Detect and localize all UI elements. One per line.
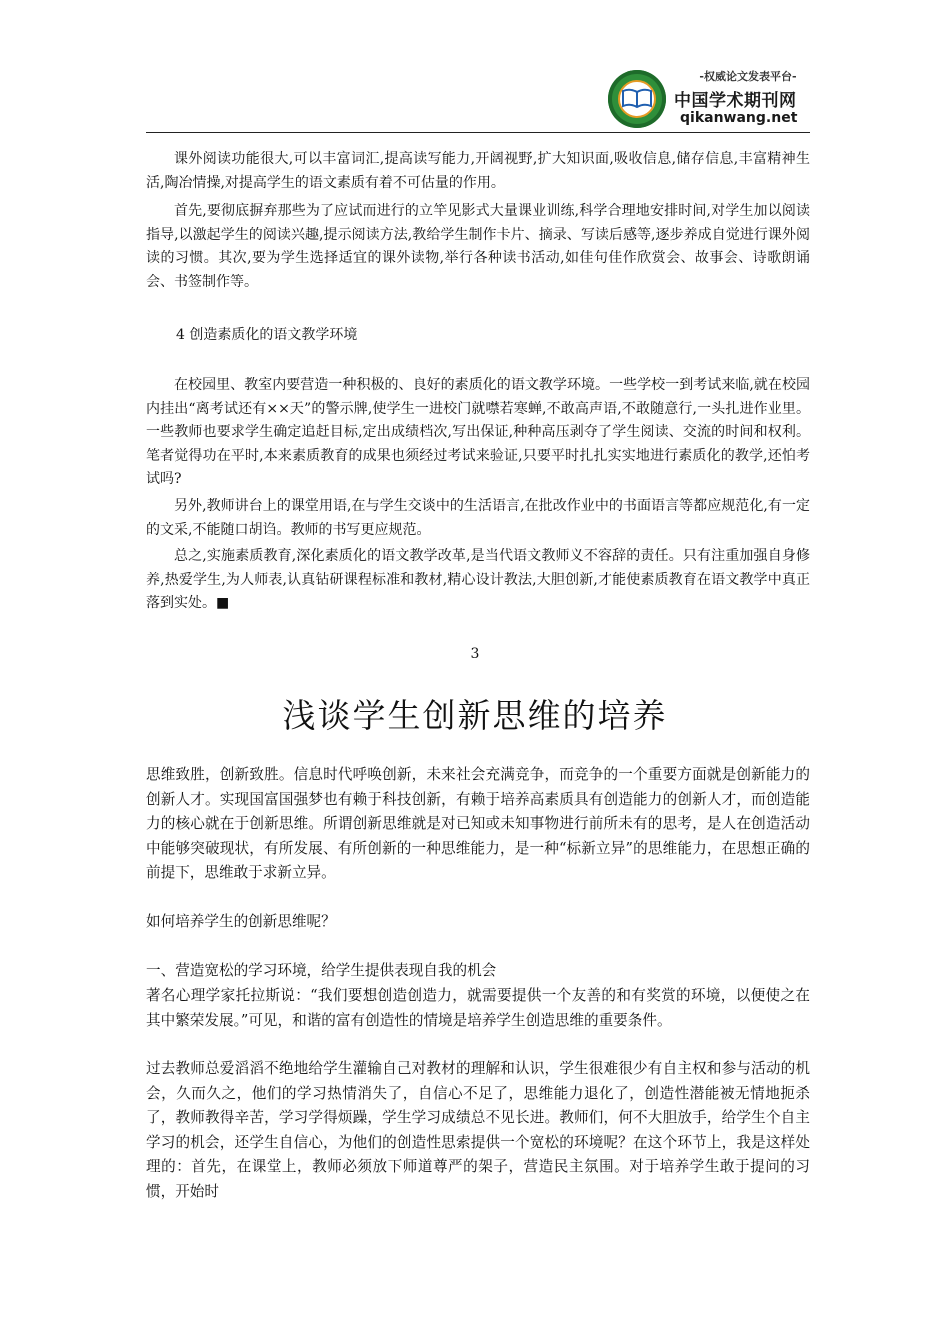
paragraph: 首先,要彻底摒弃那些为了应试而进行的立竿见影式大量课业训练,科学合理地安排时间,对学生加以阅读指导,以激起学生的阅读兴趣,提示阅读方法,教给学生制作卡片、摘录、写读后感等,逐步养成自觉进行课外阅读的习惯。其次,要为学生选择适宜的课外读物,举行各种读书活动,如佳句佳作欣赏会、故事会、诗歌朗诵会、书签制作等。 xyxy=(146,203,810,290)
paragraph: 总之,实施素质教育,深化素质化的语文教学改革,是当代语文教师义不容辞的责任。只有注重加强自身修养,热爱学生,为人师表,认真钻研课程标准和教材,精心设计教法,大胆创新,才能使素质教育在语文教学中真正落到实处。■ xyxy=(146,548,810,612)
page-number: 3 xyxy=(470,646,480,662)
journal-logo xyxy=(608,66,818,132)
logo-url: qikanwang.net xyxy=(680,110,798,126)
paragraph: 著名心理学家托拉斯说：“我们要想创造创造力，就需要提供一个友善的和有奖赏的环境，以便使之在其中繁荣发展。”可见，和谐的富有创造性的情境是培养学生创造思维的重要条件。 xyxy=(146,987,810,1029)
section-heading: 4 创造素质化的语文教学环境 xyxy=(176,327,358,343)
logo-seal-icon xyxy=(608,70,666,128)
header-divider xyxy=(146,132,810,133)
paragraph: 在校园里、教室内要营造一种积极的、良好的素质化的语文教学环境。一些学校一到考试来临,就在校园内挂出“离考试还有××天”的警示牌,使学生一进校门就噤若寒蝉,不敢高声语,不敢随意行,一头扎进作业里。一些教师也要求学生确定追赶目标,定出成绩档次,写出保证,种种高压剥夺了学生阅读、交流的时间和权利。笔者觉得功在平时,本来素质教育的成果也须经过考试来验证,只要平时扎扎实实地进行素质化的教学,还怕考试吗? xyxy=(146,377,810,488)
article-title: 浅谈学生创新思维的培养 xyxy=(282,696,668,735)
paragraph: 另外,教师讲台上的课堂用语,在与学生交谈中的生活语言,在批改作业中的书面语言等都应规范化,有一定的文采,不能随口胡诌。教师的书写更应规范。 xyxy=(146,498,810,538)
logo-tagline: -权威论文发表平台- xyxy=(699,70,797,83)
section-heading: 一、营造宽松的学习环境，给学生提供表现自我的机会 xyxy=(146,962,497,979)
paragraph: 课外阅读功能很大,可以丰富词汇,提高读写能力,开阔视野,扩大知识面,吸收信息,储存信息,丰富精神生活,陶冶情操,对提高学生的语文素质有着不可估量的作用。 xyxy=(146,151,810,191)
paragraph: 过去教师总爱滔滔不绝地给学生灌输自己对教材的理解和认识，学生很难很少有自主权和参与活动的机会，久而久之，他们的学习热情消失了，自信心不足了，思维能力退化了，创造性潜能被无情地扼杀了，教师教得辛苦，学习学得烦躁，学生学习成绩总不见长进。教师们，何不大胆放手，给学生个自主学习的机会，还学生自信心，为他们的创造性思索提供一个宽松的环境呢？在这个环节上，我是这样处理的：首先，在课堂上，教师必须放下师道尊严的架子，营造民主氛围。对于培养学生敢于提问的习惯，开始时 xyxy=(146,1060,810,1200)
paragraph: 思维致胜，创新致胜。信息时代呼唤创新，未来社会充满竞争，而竞争的一个重要方面就是创新能力的创新人才。实现国富国强梦也有赖于科技创新，有赖于培养高素质具有创造能力的创新人才，而创造能力的核心就在于创新思维。所谓创新思维就是对已知或未知事物进行前所未有的思考，是人在创造活动中能够突破现状，有所发展、有所创新的一种思维能力，是一种“标新立异”的思维能力，在思想正确的前提下，思维敢于求新立异。 xyxy=(146,766,810,881)
paragraph: 如何培养学生的创新思维呢？ xyxy=(146,913,336,930)
logo-name: 中国学术期刊网 xyxy=(674,91,797,111)
open-book-icon xyxy=(621,87,653,109)
